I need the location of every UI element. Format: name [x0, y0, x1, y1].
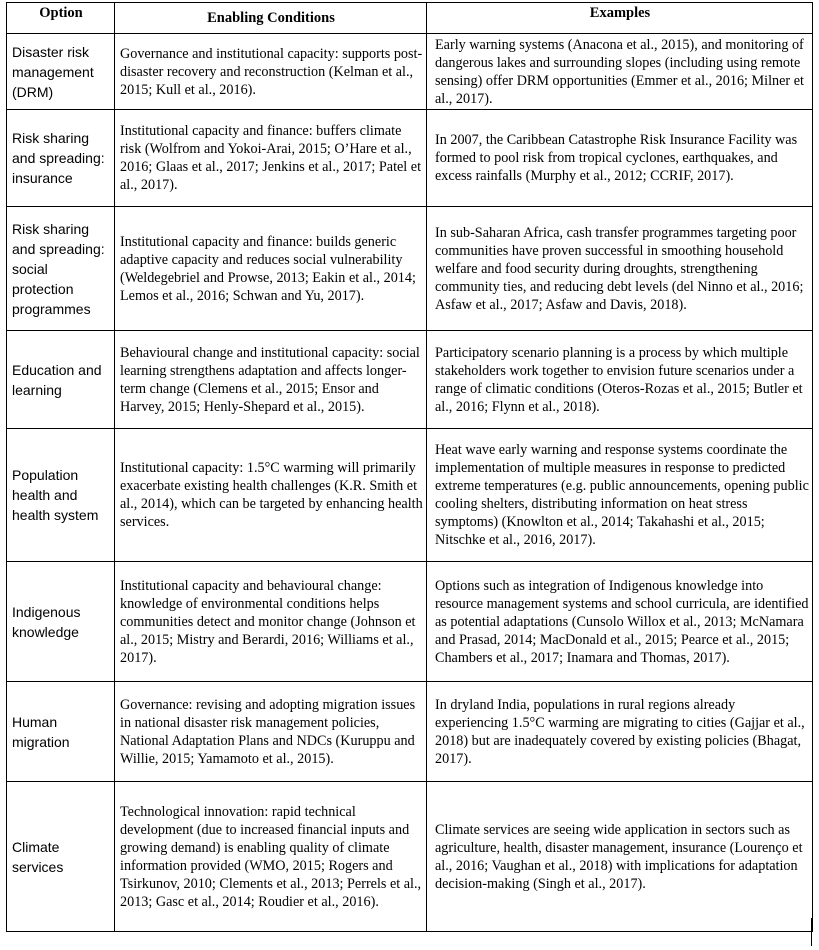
examples-cell: In dryland India, populations in rural regions already experiencing 1.5°C warming are migrating to cities (Gajjar et al., 2018) but are inadequately covered by existing policies (Bhagat, 2017).: [427, 682, 813, 782]
table-row: [7, 110, 813, 207]
conditions-cell: Governance and institutional capacity: supports post-disaster recovery and reconstruction (Kelman et al., 2015; Kull et al., 2016).: [115, 34, 427, 110]
conditions-cell: Technological innovation: rapid technical development (due to increased financial inputs and growing demand) is enabling quality of climate information provided (WMO, 2015; Rogers and Tsirkunov, 2010; Clements et al., 2013; Perrels et al., 2013; Gasc et al., 2014; Roudier et al., 2016).: [115, 782, 427, 932]
option-cell: Indigenous knowledge: [7, 562, 115, 682]
option-cell: Risk sharing and spreading: social protection programmes: [7, 207, 115, 331]
table-row: [7, 782, 813, 932]
table-row: [7, 682, 813, 782]
option-cell: Disaster risk management (DRM): [7, 34, 115, 110]
adaptation-options-table: [6, 2, 813, 932]
conditions-cell: Behavioural change and institutional capacity: social learning strengthens adaptation and affects longer-term change (Clemens et al., 2015; Ensor and Harvey, 2015; Henly-Shepard et al., 2015).: [115, 331, 427, 429]
examples-cell: Participatory scenario planning is a process by which multiple stakeholders work together to envision future scenarios under a range of climatic conditions (Oteros-Rozas et al., 2015; Butler et al., 2016; Flynn et al., 2018).: [427, 331, 813, 429]
examples-cell: Options such as integration of Indigenous knowledge into resource management systems and school curricula, are identified as potential adaptations (Cunsolo Willox et al., 2013; McNamara and Prasad, 2014; MacDonald et al., 2015; Pearce et al., 2015; Chambers et al., 2017; Inamara and Thomas, 2017).: [427, 562, 813, 682]
table-row: [7, 562, 813, 682]
option-cell: Human migration: [7, 682, 115, 782]
conditions-cell: Governance: revising and adopting migration issues in national disaster risk management policies, National Adaptation Plans and NDCs (Kuruppu and Willie, 2015; Yamamoto et al., 2015).: [115, 682, 427, 782]
table-row: [7, 429, 813, 562]
table-row: [7, 207, 813, 331]
table-row: [7, 34, 813, 110]
table-row: [7, 331, 813, 429]
conditions-cell: Institutional capacity and finance: buffers climate risk (Wolfrom and Yokoi-Arai, 2015; O’Hare et al., 2016; Glaas et al., 2017; Jenkins et al., 2017; Patel et al., 2017).: [115, 110, 427, 207]
conditions-cell: Institutional capacity: 1.5°C warming will primarily exacerbate existing health challenges (K.R. Smith et al., 2014), which can be targeted by enhancing health services.: [115, 429, 427, 562]
examples-cell: In 2007, the Caribbean Catastrophe Risk Insurance Facility was formed to pool risk from tropical cyclones, earthquakes, and excess rainfalls (Murphy et al., 2012; CCRIF, 2017).: [427, 110, 813, 207]
option-cell: Population health and health system: [7, 429, 115, 562]
header-examples: Examples: [427, 3, 813, 34]
examples-cell: Early warning systems (Anacona et al., 2015), and monitoring of dangerous lakes and surrounding slopes (including using remote sensing) offer DRM opportunities (Emmer et al., 2016; Milner et al., 2017).: [427, 34, 813, 110]
table-edge-line: [811, 918, 812, 946]
header-option: Option: [7, 3, 115, 34]
examples-cell: Heat wave early warning and response systems coordinate the implementation of multiple measures in response to predicted extreme temperatures (e.g. public announcements, opening public cooling shelters, distributing information on heat stress symptoms) (Knowlton et al., 2014; Takahashi et al., 2015; Nitschke et al., 2016, 2017).: [427, 429, 813, 562]
option-cell: Risk sharing and spreading: insurance: [7, 110, 115, 207]
conditions-cell: Institutional capacity and behavioural change: knowledge of environmental conditions helps communities detect and monitor change (Johnson et al., 2015; Mistry and Berardi, 2016; Williams et al., 2017).: [115, 562, 427, 682]
examples-cell: Climate services are seeing wide application in sectors such as agriculture, health, disaster management, insurance (Lourenço et al., 2016; Vaughan et al., 2018) with implications for adaptation decision-making (Singh et al., 2017).: [427, 782, 813, 932]
conditions-cell: Institutional capacity and finance: builds generic adaptive capacity and reduces social vulnerability (Weldegebriel and Prowse, 2013; Eakin et al., 2014; Lemos et al., 2016; Schwan and Yu, 2017).: [115, 207, 427, 331]
option-cell: Climate services: [7, 782, 115, 932]
examples-cell: In sub-Saharan Africa, cash transfer programmes targeting poor communities have proven successful in smoothing household welfare and food security during droughts, strengthening community ties, and reducing debt levels (del Ninno et al., 2016; Asfaw et al., 2017; Asfaw and Davis, 2018).: [427, 207, 813, 331]
header-row: [7, 3, 813, 34]
header-enabling-conditions: Enabling Conditions: [115, 3, 427, 34]
option-cell: Education and learning: [7, 331, 115, 429]
